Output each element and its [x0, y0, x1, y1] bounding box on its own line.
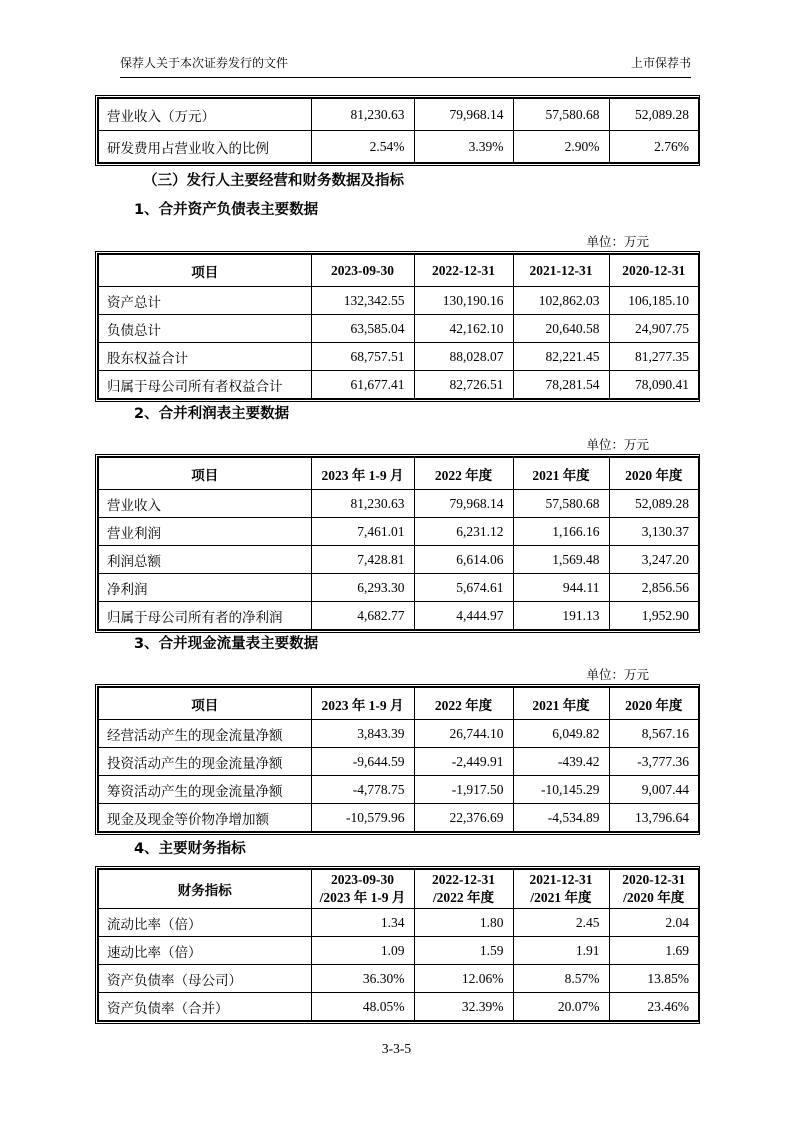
value-cell: 6,293.30 [311, 574, 414, 602]
value-cell: 23.46% [609, 993, 699, 1022]
column-header-line1: 2021-12-31 [529, 872, 593, 887]
row-label: 营业利润 [98, 518, 311, 546]
column-header: 2021 年度 [513, 457, 609, 490]
value-cell: 26,744.10 [414, 720, 513, 748]
value-cell: 48.05% [311, 993, 414, 1022]
value-cell: 1.59 [414, 937, 513, 965]
value-cell: 13.85% [609, 965, 699, 993]
unit-label: 单位：万元 [586, 235, 649, 249]
value-cell: 3,843.39 [311, 720, 414, 748]
column-header: 2020 年度 [609, 457, 699, 490]
value-cell: 52,089.28 [609, 98, 699, 131]
financial-indicators-heading: 4、主要财务指标 [134, 841, 246, 857]
value-cell: 2.04 [609, 909, 699, 937]
value-cell: -3,777.36 [609, 748, 699, 776]
value-cell: 1,166.16 [513, 518, 609, 546]
row-label: 资产负债率（合并） [98, 993, 311, 1022]
table-header-row [98, 869, 699, 909]
column-header [513, 869, 609, 909]
row-label: 净利润 [98, 574, 311, 602]
column-header-line1: 2022-12-31 [432, 872, 495, 887]
value-cell: 61,677.41 [311, 371, 414, 400]
table-row [98, 287, 699, 315]
column-header: 2020 年度 [609, 687, 699, 720]
value-cell: -9,644.59 [311, 748, 414, 776]
value-cell: 7,428.81 [311, 546, 414, 574]
table-row [98, 98, 699, 131]
table-row [98, 909, 699, 937]
table-row [98, 804, 699, 833]
value-cell: 68,757.51 [311, 343, 414, 371]
column-header: 项目 [98, 687, 311, 720]
value-cell: 82,726.51 [414, 371, 513, 400]
table-header-row [98, 457, 699, 490]
column-header: 财务指标 [98, 869, 311, 909]
value-cell: 6,231.12 [414, 518, 513, 546]
table-row [98, 602, 699, 631]
column-header: 2022-12-31 [414, 254, 513, 287]
cash-flow-heading: 3、合并现金流量表主要数据 [134, 636, 319, 652]
value-cell: 36.30% [311, 965, 414, 993]
value-cell: 1.09 [311, 937, 414, 965]
table-row [98, 993, 699, 1022]
cash-flow-table [95, 684, 700, 835]
table-header-row [98, 254, 699, 287]
column-header: 2022 年度 [414, 457, 513, 490]
table-row [98, 937, 699, 965]
column-header [311, 869, 414, 909]
page-number: 3-3-5 [381, 1041, 412, 1056]
value-cell: 88,028.07 [414, 343, 513, 371]
value-cell: 22,376.69 [414, 804, 513, 833]
row-label: 研发费用占营业收入的比例 [98, 131, 311, 164]
value-cell: -4,778.75 [311, 776, 414, 804]
value-cell: 1.69 [609, 937, 699, 965]
column-header [609, 869, 699, 909]
value-cell: 4,682.77 [311, 602, 414, 631]
balance-sheet-heading: 1、合并资产负债表主要数据 [134, 202, 319, 218]
value-cell: 3,130.37 [609, 518, 699, 546]
value-cell: 132,342.55 [311, 287, 414, 315]
row-label: 现金及现金等价物净增加额 [98, 804, 311, 833]
row-label: 资产总计 [98, 287, 311, 315]
column-header: 项目 [98, 254, 311, 287]
row-label: 经营活动产生的现金流量净额 [98, 720, 311, 748]
value-cell: 81,230.63 [311, 98, 414, 131]
value-cell: 82,221.45 [513, 343, 609, 371]
value-cell: 8,567.16 [609, 720, 699, 748]
value-cell: 2,856.56 [609, 574, 699, 602]
row-label: 股东权益合计 [98, 343, 311, 371]
running-header-left: 保荐人关于本次证券发行的文件 [120, 56, 289, 70]
table-row [98, 546, 699, 574]
value-cell: 57,580.68 [513, 98, 609, 131]
value-cell: 2.45 [513, 909, 609, 937]
financial-indicators-table [95, 866, 700, 1024]
value-cell: 9,007.44 [609, 776, 699, 804]
column-header: 2023 年 1-9 月 [311, 457, 414, 490]
value-cell: 79,968.14 [414, 490, 513, 518]
table-row [98, 720, 699, 748]
value-cell: 78,090.41 [609, 371, 699, 400]
table-row [98, 748, 699, 776]
value-cell: 944.11 [513, 574, 609, 602]
value-cell: -1,917.50 [414, 776, 513, 804]
table-row [98, 343, 699, 371]
value-cell: 1,952.90 [609, 602, 699, 631]
value-cell: 6,049.82 [513, 720, 609, 748]
value-cell: 5,674.61 [414, 574, 513, 602]
running-header [120, 56, 691, 78]
row-label: 归属于母公司所有者的净利润 [98, 602, 311, 631]
row-label: 负债总计 [98, 315, 311, 343]
value-cell: 191.13 [513, 602, 609, 631]
section-heading: （三）发行人主要经营和财务数据及指标 [143, 173, 404, 189]
column-header: 2020-12-31 [609, 254, 699, 287]
value-cell: -10,145.29 [513, 776, 609, 804]
value-cell: 3,247.20 [609, 546, 699, 574]
column-header-line2: /2023 年 1-9 月 [319, 890, 406, 905]
row-label: 投资活动产生的现金流量净额 [98, 748, 311, 776]
table-row [98, 315, 699, 343]
value-cell: 20.07% [513, 993, 609, 1022]
column-header [414, 869, 513, 909]
value-cell: 1.34 [311, 909, 414, 937]
table-row [98, 776, 699, 804]
value-cell: 4,444.97 [414, 602, 513, 631]
unit-label: 单位：万元 [586, 438, 649, 452]
row-label: 流动比率（倍） [98, 909, 311, 937]
value-cell: 8.57% [513, 965, 609, 993]
table-row [98, 518, 699, 546]
value-cell: -4,534.89 [513, 804, 609, 833]
column-header: 项目 [98, 457, 311, 490]
value-cell: 57,580.68 [513, 490, 609, 518]
value-cell: 42,162.10 [414, 315, 513, 343]
value-cell: 1.91 [513, 937, 609, 965]
income-statement-heading: 2、合并利润表主要数据 [134, 406, 290, 422]
value-cell: 2.90% [513, 131, 609, 164]
table-row [98, 574, 699, 602]
value-cell: 81,230.63 [311, 490, 414, 518]
value-cell: 130,190.16 [414, 287, 513, 315]
value-cell: 32.39% [414, 993, 513, 1022]
value-cell: 13,796.64 [609, 804, 699, 833]
value-cell: 7,461.01 [311, 518, 414, 546]
table-row [98, 371, 699, 400]
column-header-line2: /2021 年度 [530, 890, 592, 905]
value-cell: 6,614.06 [414, 546, 513, 574]
balance-sheet-table [95, 251, 700, 402]
value-cell: 1.80 [414, 909, 513, 937]
column-header: 2022 年度 [414, 687, 513, 720]
row-label: 速动比率（倍） [98, 937, 311, 965]
row-label: 归属于母公司所有者权益合计 [98, 371, 311, 400]
value-cell: 79,968.14 [414, 98, 513, 131]
value-cell: 12.06% [414, 965, 513, 993]
table-row [98, 490, 699, 518]
column-header-line1: 2020-12-31 [622, 872, 686, 887]
income-statement-table [95, 454, 700, 633]
column-header-line2: /2022 年度 [432, 890, 495, 905]
table-row [98, 965, 699, 993]
value-cell: -439.42 [513, 748, 609, 776]
value-cell: 24,907.75 [609, 315, 699, 343]
table-row [98, 131, 699, 164]
row-label: 筹资活动产生的现金流量净额 [98, 776, 311, 804]
running-header-right: 上市保荐书 [630, 56, 691, 70]
row-label: 资产负债率（母公司） [98, 965, 311, 993]
value-cell: 2.76% [609, 131, 699, 164]
value-cell: 1,569.48 [513, 546, 609, 574]
unit-label: 单位：万元 [586, 668, 649, 682]
value-cell: -2,449.91 [414, 748, 513, 776]
value-cell: -10,579.96 [311, 804, 414, 833]
revenue-continuation-table [95, 95, 700, 166]
value-cell: 106,185.10 [609, 287, 699, 315]
column-header-line1: 2023-09-30 [331, 872, 394, 887]
value-cell: 102,862.03 [513, 287, 609, 315]
column-header: 2023 年 1-9 月 [311, 687, 414, 720]
value-cell: 3.39% [414, 131, 513, 164]
value-cell: 78,281.54 [513, 371, 609, 400]
value-cell: 81,277.35 [609, 343, 699, 371]
value-cell: 63,585.04 [311, 315, 414, 343]
column-header: 2023-09-30 [311, 254, 414, 287]
row-label: 利润总额 [98, 546, 311, 574]
column-header: 2021 年度 [513, 687, 609, 720]
row-label: 营业收入 [98, 490, 311, 518]
table-header-row [98, 687, 699, 720]
value-cell: 20,640.58 [513, 315, 609, 343]
row-label: 营业收入（万元） [98, 98, 311, 131]
column-header: 2021-12-31 [513, 254, 609, 287]
column-header-line2: /2020 年度 [623, 890, 685, 905]
value-cell: 52,089.28 [609, 490, 699, 518]
value-cell: 2.54% [311, 131, 414, 164]
